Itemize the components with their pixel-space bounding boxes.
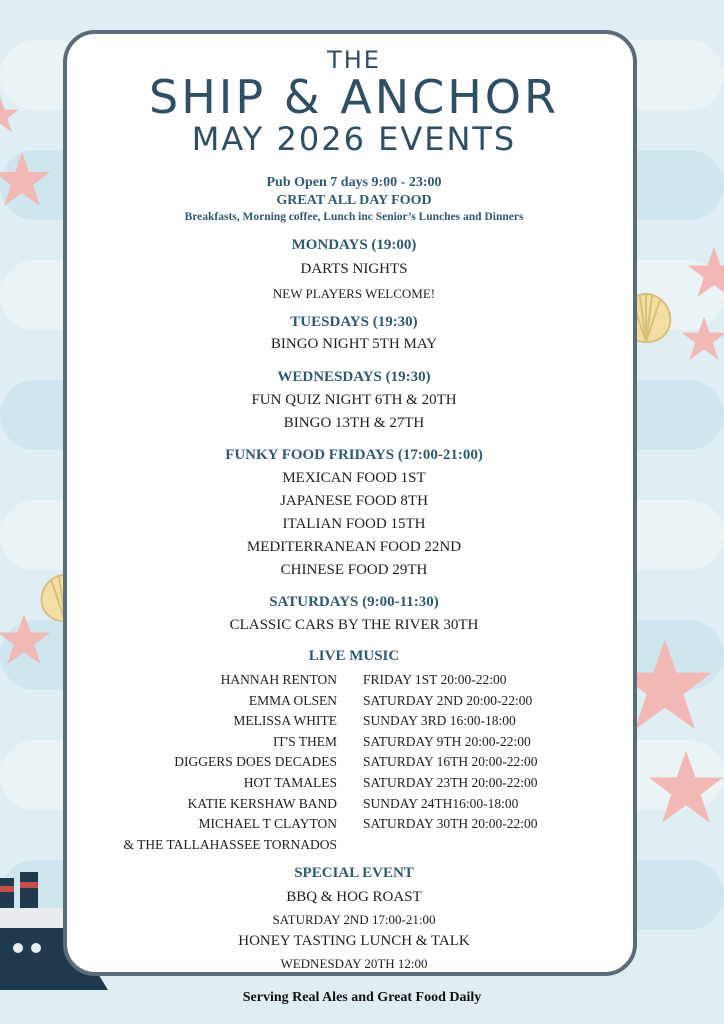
- music-date: FRIDAY 1ST 20:00-22:00: [363, 672, 507, 687]
- music-act: IT'S THEM: [272, 733, 337, 749]
- wednesdays-heading: WEDNESDAYS (19:30): [277, 369, 431, 385]
- friday-item: CHINESE FOOD 29TH: [280, 562, 428, 578]
- saturdays-heading: SATURDAYS (9:00-11:30): [269, 594, 439, 610]
- starfish-icon: [686, 245, 724, 301]
- music-act: MELISSA WHITE: [233, 713, 337, 729]
- music-act: DIGGERS DOES DECADES: [174, 754, 337, 770]
- events-subtitle: MAY 2026 EVENTS: [191, 120, 517, 158]
- music-date: SUNDAY 3RD 16:00-18:00: [363, 713, 516, 729]
- starfish-icon: [0, 150, 52, 210]
- special-event-line: BBQ & HOG ROAST: [286, 889, 422, 905]
- friday-item: JAPANESE FOOD 8TH: [280, 493, 428, 509]
- music-date: SATURDAY 2ND 20:00-22:00: [363, 692, 533, 708]
- pub-name: SHIP & ANCHOR: [149, 70, 559, 124]
- friday-item: MEXICAN FOOD 1ST: [282, 470, 426, 486]
- music-act: HOT TAMALES: [243, 774, 337, 790]
- starfish-icon: [0, 95, 20, 135]
- food-heading: GREAT ALL DAY FOOD: [276, 193, 432, 208]
- music-date: SUNDAY 24TH16:00-18:00: [363, 795, 519, 811]
- opening-hours: Pub Open 7 days 9:00 - 23:00: [266, 175, 442, 190]
- live-music-dates: [363, 670, 538, 835]
- music-date: SATURDAY 9TH 20:00-22:00: [363, 733, 531, 749]
- wednesdays-line: BINGO 13TH & 27TH: [283, 415, 425, 431]
- mondays-line: NEW PLAYERS WELCOME!: [272, 286, 436, 301]
- friday-item: ITALIAN FOOD 15TH: [282, 516, 426, 532]
- special-event-line: SATURDAY 2ND 17:00-21:00: [272, 912, 436, 927]
- title-the: THE: [327, 46, 381, 74]
- music-act: EMMA OLSEN: [248, 692, 337, 708]
- live-music-heading: LIVE MUSIC: [308, 648, 400, 664]
- wednesdays-line: FUN QUIZ NIGHT 6TH & 20TH: [251, 392, 457, 408]
- music-act: KATIE KERSHAW BAND: [187, 795, 337, 811]
- starfish-icon: [680, 315, 724, 363]
- mondays-line: DARTS NIGHTS: [300, 261, 408, 277]
- music-act: MICHAEL T CLAYTON: [198, 816, 337, 832]
- special-event-heading: SPECIAL EVENT: [294, 865, 414, 881]
- live-music-acts: [123, 670, 337, 855]
- music-act: HANNAH RENTON: [220, 672, 337, 687]
- food-detail: Breakfasts, Morning coffee, Lunch inc Senior’s Lunches and Dinners: [184, 211, 524, 223]
- starfish-icon: [646, 748, 724, 828]
- music-date: SATURDAY 30TH 20:00-22:00: [363, 816, 538, 832]
- music-act: & THE TALLAHASSEE TORNADOS: [123, 836, 337, 852]
- starfish-icon: [0, 612, 52, 668]
- tuesdays-line: BINGO NIGHT 5TH MAY: [270, 336, 438, 352]
- special-event-line: WEDNESDAY 20TH 12:00: [280, 956, 428, 971]
- friday-item: MEDITERRANEAN FOOD 22ND: [246, 539, 462, 555]
- events-card: [63, 30, 637, 976]
- fridays-heading: FUNKY FOOD FRIDAYS (17:00-21:00): [225, 447, 483, 463]
- mondays-heading: MONDAYS (19:00): [291, 237, 417, 253]
- footer-tagline: Serving Real Ales and Great Food Daily: [242, 990, 482, 1005]
- music-date: SATURDAY 23TH 20:00-22:00: [363, 774, 538, 790]
- music-date: SATURDAY 16TH 20:00-22:00: [363, 754, 538, 770]
- tuesdays-heading: TUESDAYS (19:30): [290, 314, 418, 330]
- saturdays-line: CLASSIC CARS BY THE RIVER 30TH: [229, 617, 479, 633]
- special-event-line: HONEY TASTING LUNCH & TALK: [238, 933, 470, 949]
